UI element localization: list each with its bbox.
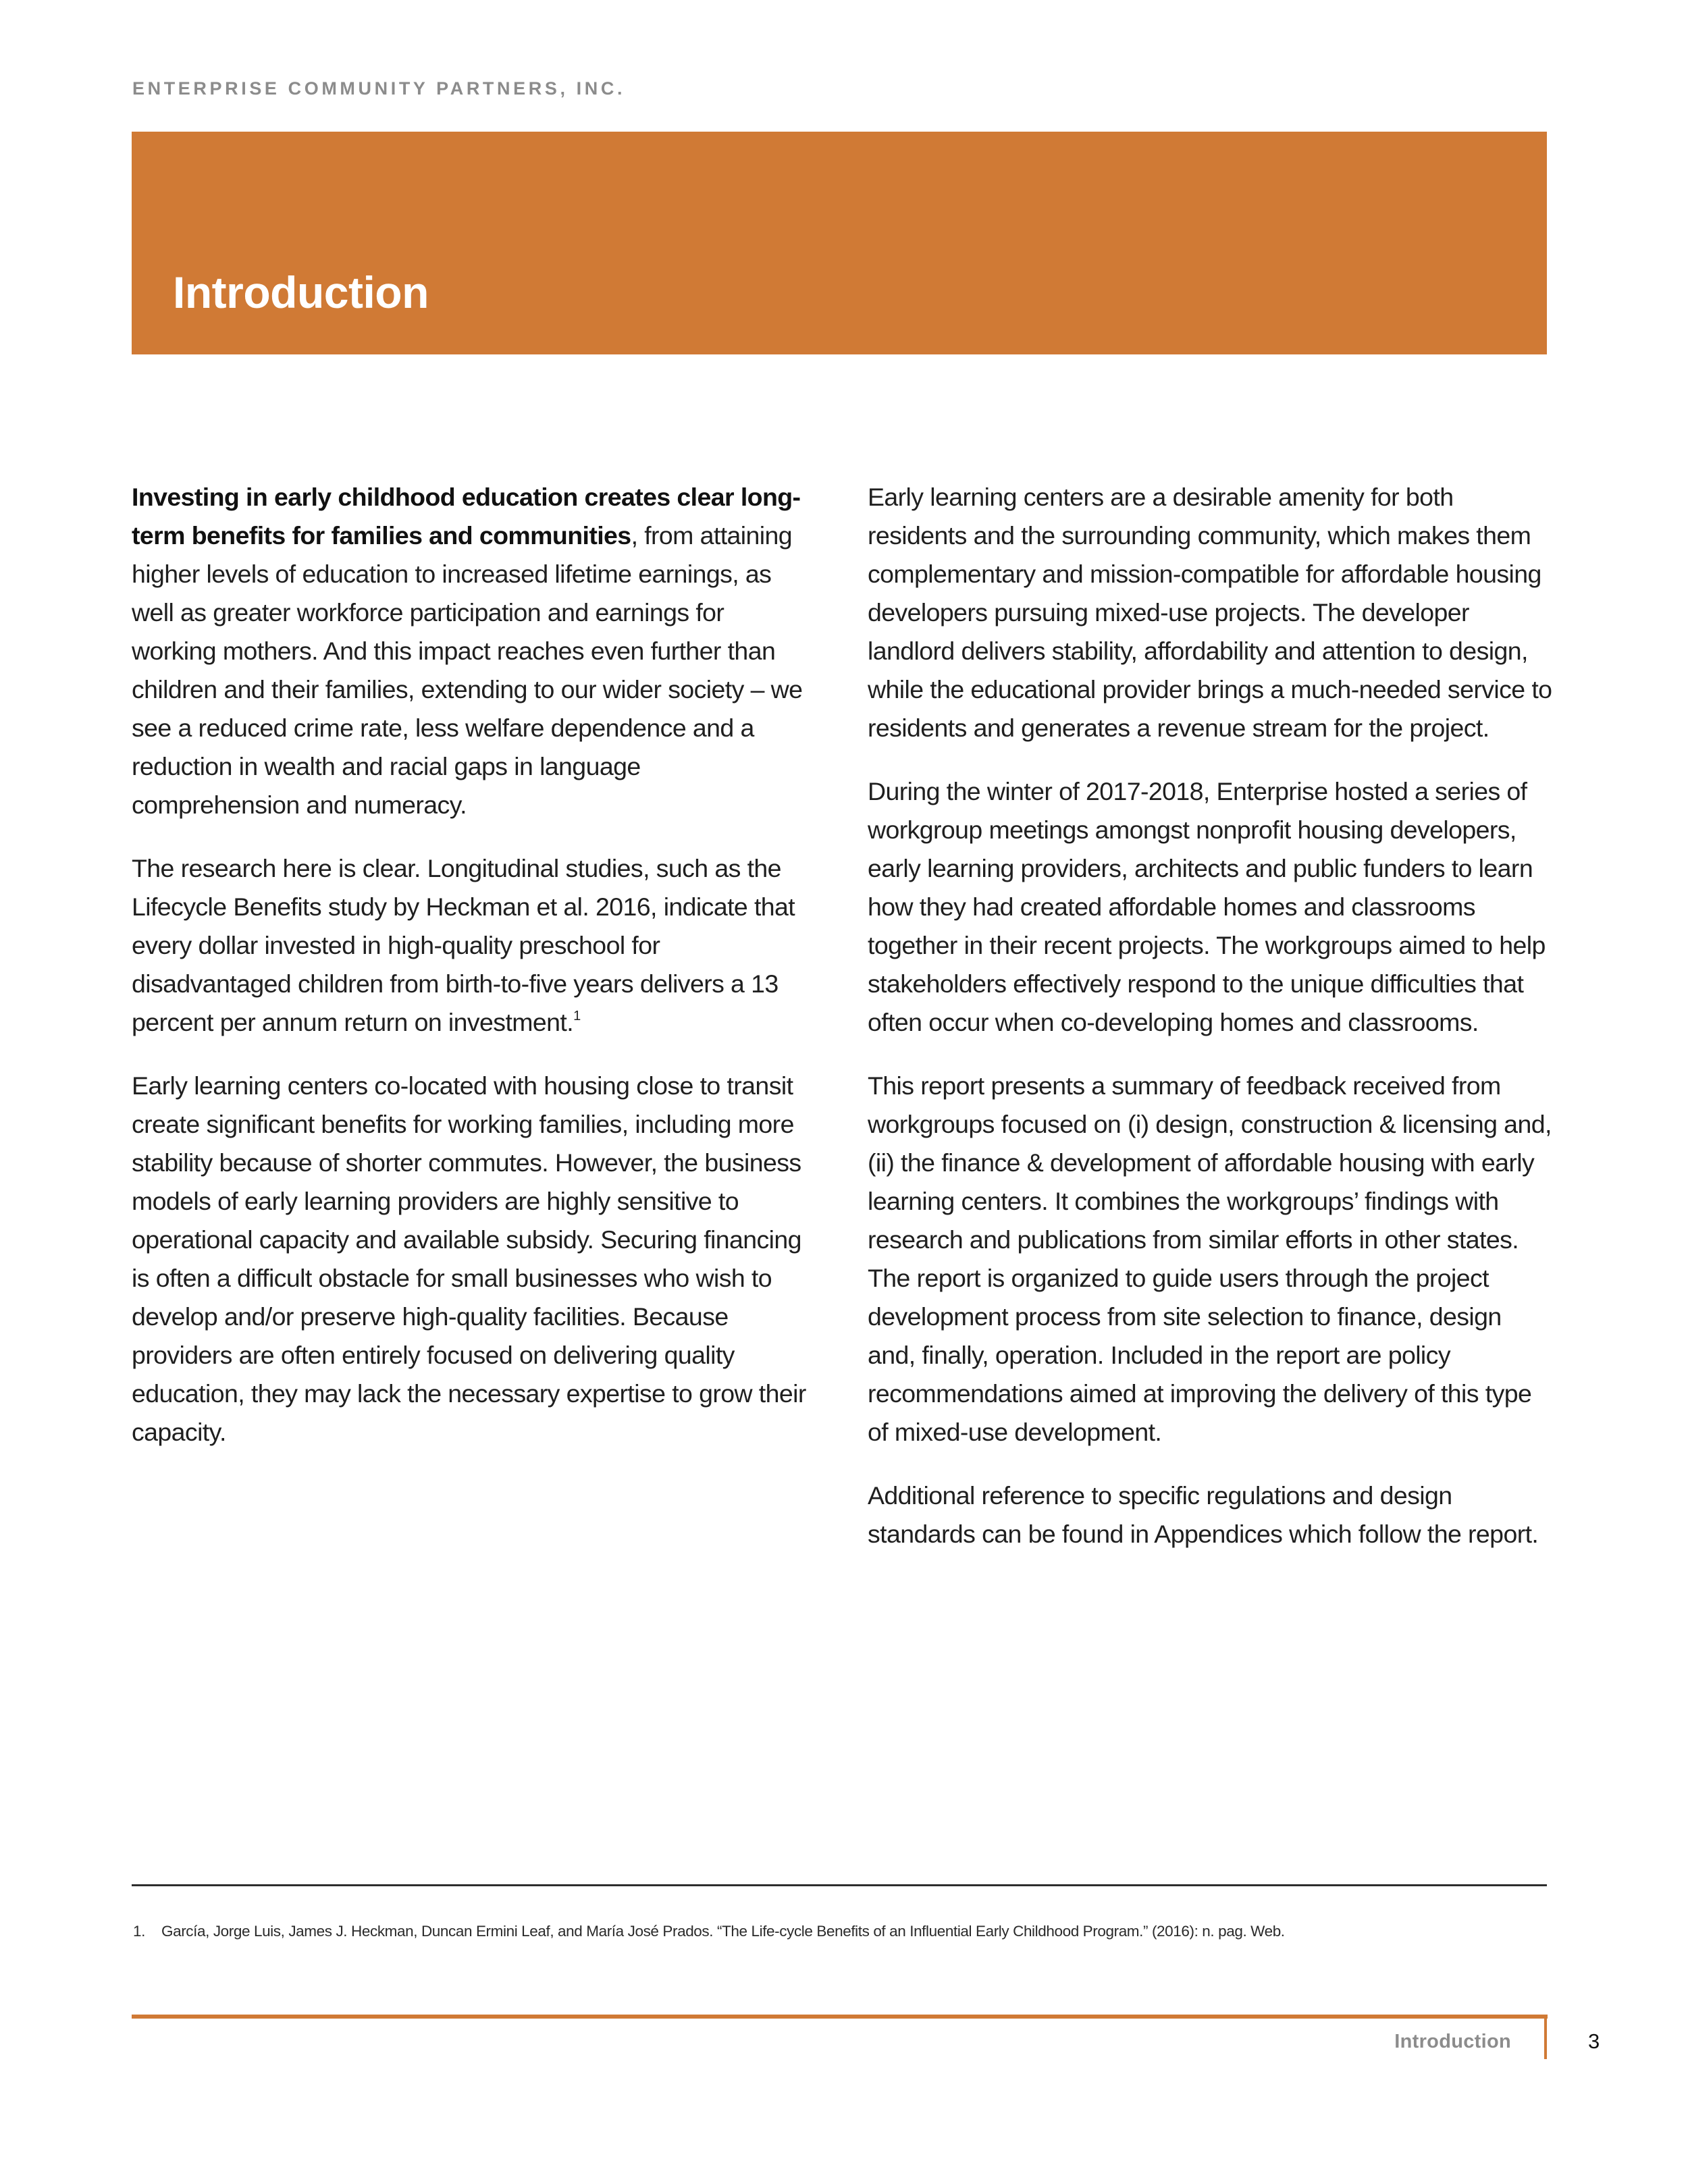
- page-title: Introduction: [173, 267, 429, 317]
- footer-divider-tick: [1544, 2015, 1547, 2059]
- paragraph-text: , from attaining higher levels of education to increased lifetime earnings, as well as greater workforce participation and earnings for working mothers. And this impact reaches even further than children and their families, extending to our wider society – we see a reduced crime rate, less welfare dependence and a reduction in wealth and racial gaps in language comprehension and numeracy.: [132, 521, 803, 819]
- footer-divider: [132, 2015, 1548, 2019]
- paragraph-workgroups: During the winter of 2017-2018, Enterprise hosted a series of workgroup meetings amongst nonprofit housing developers, early learning providers, architects and public funders to learn how they had created affordable homes and classrooms together in their recent projects. The workgroups aimed to help stakeholders effectively respond to the unique difficulties that often occur when co-developing homes and classrooms.: [868, 777, 1546, 1036]
- page-number: 3: [1588, 2029, 1600, 2053]
- footnote-number: 1.: [133, 1923, 145, 1940]
- footnote-item: [133, 1923, 1551, 1940]
- footnote-reference[interactable]: 1: [573, 1009, 581, 1023]
- footnote-text: García, Jorge Luis, James J. Heckman, Duncan Ermini Leaf, and María José Prados. “The Life-cycle Benefits of an Influential Early Childhood Program.” (2016): n. pag. Web.: [161, 1923, 1285, 1940]
- paragraph-report-summary: This report presents a summary of feedback received from workgroups focused on (i) design, construction & licensing and, (ii) the finance & development of affordable housing with early learning centers. It combines the workgroups’ findings with research and publications from similar efforts in other states. The report is organized to guide users through the project development process from site selection to finance, design and, finally, operation. Included in the report are policy recommendations aimed at improving the delivery of this type of mixed-use development.: [868, 1071, 1552, 1446]
- left-column: [132, 478, 814, 1476]
- footnote-divider: [132, 1884, 1547, 1886]
- lead-bold-text: Investing in early childhood education creates clear long-term benefits for families and communities: [132, 483, 801, 550]
- paragraph-intro: [132, 478, 814, 824]
- right-column: [868, 478, 1553, 1578]
- paragraph-text: The research here is clear. Longitudinal studies, such as the Lifecycle Benefits study by Heckman et al. 2016, indicate that every dollar invested in high-quality preschool for disadvantaged children from birth-to-five years delivers a 13 percent per annum return on investment.: [132, 854, 795, 1036]
- organization-header: ENTERPRISE COMMUNITY PARTNERS, INC.: [132, 78, 626, 99]
- paragraph-co-location: Early learning centers co-located with housing close to transit create significant benefits for working families, including more stability because of shorter commutes. However, the business models of early learning providers are highly sensitive to operational capacity and available subsidy. Securing financing is often a difficult obstacle for small businesses who wish to develop and/or preserve high-quality facilities. Because providers are often entirely focused on delivering quality education, they may lack the necessary expertise to grow their capacity.: [132, 1071, 806, 1446]
- footer-section-label: Introduction: [1394, 2031, 1511, 2052]
- paragraph-appendices: Additional reference to specific regulations and design standards can be found in Appendices which follow the report.: [868, 1481, 1539, 1548]
- paragraph-amenity: Early learning centers are a desirable amenity for both residents and the surrounding community, which makes them complementary and mission-compatible for affordable housing developers pursuing mixed-use projects. The developer landlord delivers stability, affordability and attention to design, while the educational provider brings a much-needed service to residents and generates a revenue stream for the project.: [868, 483, 1552, 742]
- section-banner: [132, 132, 1547, 354]
- paragraph-research: [132, 849, 814, 1042]
